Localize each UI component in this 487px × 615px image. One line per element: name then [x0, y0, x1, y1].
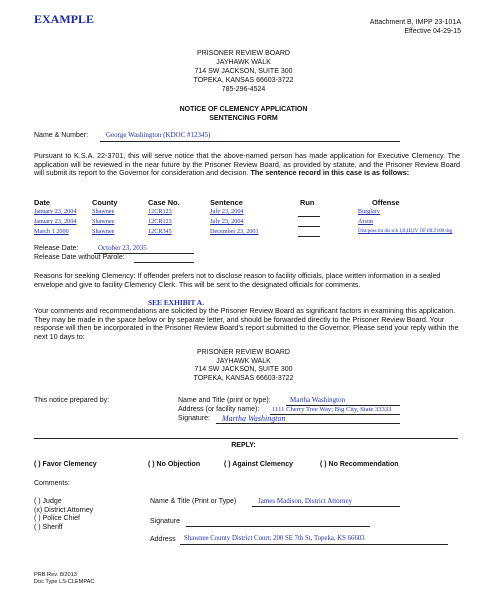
example-label: EXAMPLE [34, 12, 94, 26]
table-cell: July 23, 2004 [210, 208, 244, 215]
reply-heading: REPLY: [231, 442, 256, 449]
preparer-name-value[interactable]: Martha Washington [290, 396, 346, 404]
no-objection-option[interactable]: ( ) No Objection [148, 461, 201, 468]
title-line: NOTICE OF CLEMENCY APPLICATION [179, 106, 308, 113]
preparer-name-label: Name and Title (print or type): [178, 397, 271, 404]
reply-address-underline [180, 544, 448, 545]
col-header-case-no: Case No. [148, 198, 180, 207]
table-cell: Shawnee [92, 228, 115, 235]
address-line: TOPEKA, KANSAS 66603-3722 [193, 77, 294, 84]
judge-option[interactable]: ( ) Judge [34, 498, 62, 505]
col-header-county: County [92, 198, 118, 207]
against-clemency-option[interactable]: ( ) Against Clemency [224, 461, 293, 468]
col-header-offense: Offense [372, 198, 400, 207]
revision-label: PRB Rev. 8/2013 [34, 572, 77, 578]
table-cell: July 23, 2004 [210, 218, 244, 225]
table-cell: Dist/poss int dis sch I,II,III,IV OF10LT100 dsg [358, 229, 453, 234]
reasons-paragraph: Reasons for seeking Clemency: If offender prefers not to disclose reason to facility officials, place written information in a sealed envelope and give to facility Clemency Clerk. This will be sent to the designated officials for comments. [34, 271, 441, 289]
preparer-signature-underline [216, 423, 400, 424]
reply-name-underline [252, 506, 400, 507]
prepared-by-label: This notice prepared by: [34, 397, 110, 404]
table-cell: January 23, 2004 [34, 208, 77, 215]
footer [34, 572, 94, 586]
address-line: PRISONER REVIEW BOARD [197, 50, 290, 57]
release-date-label: Release Date: [34, 245, 79, 252]
table-cell: March 1 2000 [34, 228, 69, 235]
col-header-sentence: Sentence [210, 198, 243, 207]
section-divider [34, 438, 458, 439]
preparer-signature-label: Signature: [178, 415, 210, 422]
comments-paragraph: Your comments and recommendations are solicited by the Prisoner Review Board as significant factors in examining this application. They may be made in the space below or by separate letter, and should be forwarded directly to the Prisoner Review Board. Your response will then be incorporated in the Prisoner Review Board's report submitted to the Governor. Please send your reply within the next 10 days to: [34, 306, 459, 341]
reply-signature-label: Signature [150, 518, 180, 525]
district-attorney-option[interactable]: (x) District Attorney [34, 506, 94, 514]
reply-name-label: Name & Title (Print or Type) [150, 498, 237, 505]
name-label: Name & Number: [34, 132, 89, 139]
favor-clemency-option[interactable]: ( ) Favor Clemency [34, 461, 97, 468]
table-cell: Shawnee [92, 218, 115, 225]
title-line: SENTENCING FORM [209, 115, 278, 122]
address-line: 714 SW JACKSON, SUITE 300 [194, 366, 293, 374]
police-chief-option[interactable]: ( ) Police Chief [34, 515, 80, 523]
reply-address [0, 349, 487, 383]
address-line: 785-296-4524 [221, 86, 266, 93]
reply-address-value[interactable]: Shawnee County District Court; 200 SE 7th St, Topeka, KS 66603 [184, 535, 365, 542]
name-value[interactable]: George Washington (KDOC #12345) [106, 131, 211, 139]
release-parole-label: Release Date without Parole: [34, 254, 125, 261]
col-header-date: Date [34, 198, 51, 207]
doc-type-label: Doc Type LS-CLEMPAC [34, 579, 95, 585]
comments-label: Comments: [34, 480, 70, 487]
table-cell: Burglary [358, 208, 380, 215]
reply-name-value[interactable]: James Madison, District Attorney [258, 497, 353, 505]
intro-paragraph [34, 152, 460, 178]
address-line: PRISONER REVIEW BOARD [197, 349, 290, 356]
preparer-address-value[interactable]: 1111 Cherry Tree Way; Big City, State 33333 [272, 406, 392, 413]
run-blank [298, 216, 320, 217]
no-recommendation-option[interactable]: ( ) No Recommendation [320, 461, 399, 468]
sheriff-option[interactable]: ( ) Sheriff [34, 523, 63, 531]
table-cell: December 23, 2001 [210, 228, 259, 235]
preparer-signature[interactable]: Martha Washington [222, 414, 286, 423]
intro-bold-text: The sentence record in this case is as follows: [250, 168, 410, 178]
reply-address-label: Address [150, 536, 176, 543]
table-cell: 12CR345 [148, 228, 172, 235]
address-line: JAYHAWK WALK [216, 59, 271, 66]
preparer-address-underline [270, 414, 400, 415]
table-cell: 12CR123 [148, 218, 172, 225]
table-cell: 12CR123 [148, 208, 172, 215]
role-options [34, 498, 93, 532]
col-header-run: Run [300, 198, 315, 207]
address-line: 714 SW JACKSON, SUITE 300 [194, 68, 293, 75]
table-cell: Shawnee [92, 208, 115, 215]
name-underline [100, 141, 400, 142]
intro-text: Pursuant to K.S.A. 22-3701, this will serve notice that the above-named person has made application for Executive Clemency. The application will be reviewed in the near future by the Prisoner Review Board, as provided by statute, and the Prisoner Review Board will submit its report to the Governor for consideration and decision. [34, 151, 460, 178]
address-line: TOPEKA, KANSAS 66603-3722 [193, 374, 294, 382]
run-blank [298, 236, 320, 237]
effective-date: Effective 04-29-15 [404, 28, 461, 35]
board-address [0, 49, 487, 94]
table-cell: January 23, 2004 [34, 218, 77, 225]
preparer-address-label: Address (or facility name): [178, 406, 260, 413]
address-line: JAYHAWK WALK [216, 357, 271, 365]
table-cell: Arson [358, 218, 374, 225]
form-title [0, 105, 487, 123]
release-parole-underline [134, 262, 194, 263]
see-exhibit-note: SEE EXHIBIT A. [148, 298, 204, 307]
run-blank [298, 226, 320, 227]
release-date-value[interactable]: October 23, 2035 [98, 244, 147, 252]
reply-signature-underline[interactable] [186, 526, 370, 527]
attachment-label: Attachment B, IMPP 23-101A [369, 19, 461, 26]
